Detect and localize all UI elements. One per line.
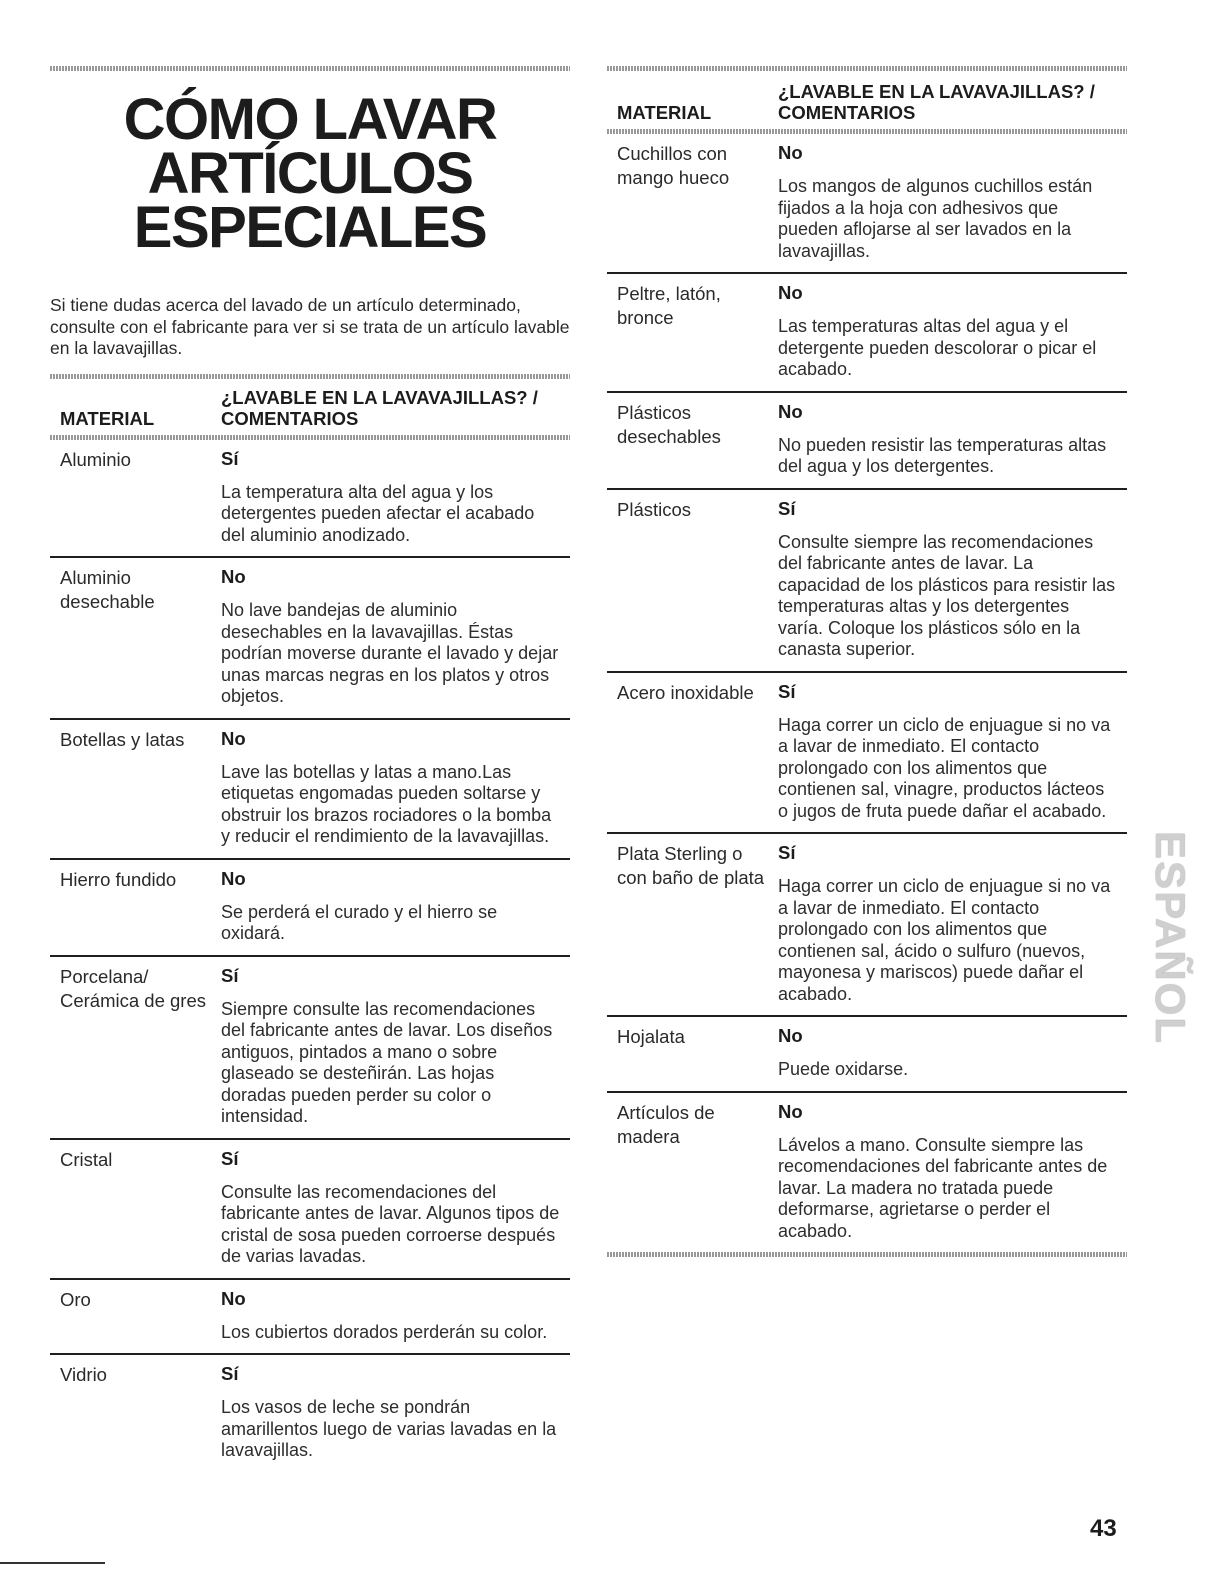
- comment-text: Los vasos de leche se pondrán amarillentos luego de varias lavadas en la lavavajillas.: [221, 1397, 557, 1460]
- material-cell: Cuchillos con mango hueco: [617, 143, 730, 188]
- comment-text: Haga correr un ciclo de enjuague si no va a lavar de inmediato. El contacto prolongado con los alimentos que contienen sal, vinagre, productos lácteos o jugos de fruta puede dañar el acabado.: [778, 714, 1111, 821]
- title-line-2: ARTÍCULOS: [147, 141, 473, 206]
- page-title: [50, 87, 570, 260]
- title-line-1: CÓMO LAVAR: [123, 87, 497, 152]
- material-cell: Aluminio desechable: [60, 567, 155, 612]
- material-cell: Artículos de madera: [617, 1101, 715, 1147]
- comments-cell: [221, 965, 560, 1128]
- dishwasher-safe-verdict: Sí: [221, 964, 239, 986]
- material-cell: Vidrio: [60, 1364, 107, 1385]
- dishwasher-safe-verdict: Sí: [778, 842, 796, 863]
- right-column: [607, 66, 1127, 1257]
- table-row: [607, 391, 1127, 488]
- material-cell: Acero inoxidable: [617, 681, 754, 703]
- intro-paragraph: Si tiene dudas acerca del lavado de un artículo determinado, consulte con el fabricante para ver si se trata de un artículo lavable en la lavavajillas.: [50, 295, 570, 358]
- table-row: [607, 1091, 1127, 1253]
- table-row: [607, 488, 1127, 671]
- comments-cell: [778, 1101, 1117, 1243]
- material-cell: Cristal: [60, 1148, 113, 1170]
- table-row: [607, 134, 1127, 272]
- page-number: 43: [1090, 1515, 1117, 1542]
- comment-text: Se perderá el curado y el hierro se oxidará.: [221, 901, 498, 943]
- comments-cell: [221, 1148, 560, 1268]
- comment-text: No pueden resistir las temperaturas altas del agua y los detergentes.: [778, 434, 1107, 476]
- language-side-tab: ESPAÑOL: [1147, 831, 1195, 1045]
- dishwasher-safe-verdict: No: [778, 1025, 803, 1046]
- comment-text: No lave bandejas de aluminio desechables en la lavavajillas. Éstas podrían moverse durante el lavado y dejar unas marcas negras en los platos y otros objetos.: [221, 600, 559, 706]
- material-cell: Botellas y latas: [60, 728, 185, 750]
- comments-cell: [221, 1363, 560, 1462]
- dishwasher-safe-verdict: No: [221, 867, 246, 889]
- right-bottom-rule: [607, 1252, 1127, 1257]
- material-cell: Hojalata: [617, 1026, 685, 1047]
- comments-cell: [778, 1025, 1117, 1081]
- comment-text: La temperatura alta del agua y los detergentes pueden afectar el acabado del aluminio anodizado.: [221, 481, 535, 545]
- dishwasher-safe-verdict: No: [221, 1287, 246, 1309]
- material-cell: Hierro fundido: [60, 868, 177, 890]
- comments-cell: [778, 498, 1117, 661]
- dishwasher-safe-verdict: No: [778, 142, 803, 163]
- table-row: [607, 272, 1127, 391]
- comment-text: Haga correr un ciclo de enjuague si no va a lavar de inmediato. El contacto prolongado con los alimentos que contienen sal, ácido o sulfuro (nuevos, mayonesa y mariscos) puede dañar el acabado.: [778, 876, 1111, 1004]
- comments-cell: [221, 448, 560, 547]
- dishwasher-safe-verdict: No: [778, 282, 803, 303]
- table-row: [50, 1353, 570, 1472]
- table-row: [50, 440, 570, 557]
- header-comments-right: ¿LAVABLE EN LA LAVAVAJILLAS? / COMENTARIOS: [778, 81, 1095, 123]
- header-material: MATERIAL: [60, 407, 155, 429]
- table-row: [50, 1278, 570, 1354]
- header-material-right: MATERIAL: [617, 102, 712, 123]
- table-row: [50, 556, 570, 718]
- table-row: [50, 1138, 570, 1278]
- comments-cell: [778, 842, 1117, 1005]
- comment-text: Puede oxidarse.: [778, 1059, 909, 1079]
- right-header-rule: [607, 129, 1127, 134]
- footer-line: [0, 1562, 105, 1564]
- material-cell: Plásticos: [617, 498, 692, 520]
- table-row: [50, 718, 570, 858]
- comment-text: Lave las botellas y latas a mano.Las etiquetas engomadas pueden soltarse y obstruir los brazos rociadores o la bomba y reducir el rendimiento de la lavavajillas.: [221, 761, 552, 846]
- dishwasher-safe-verdict: Sí: [221, 1147, 239, 1169]
- table-row: [50, 955, 570, 1138]
- right-table-body: [607, 134, 1127, 1252]
- comment-text: Consulte las recomendaciones del fabricante antes de lavar. Algunos tipos de cristal de sosa pueden corroerse después de varias lavadas.: [221, 1181, 560, 1266]
- comments-cell: [778, 142, 1117, 262]
- comment-text: Los cubiertos dorados perderán su color.: [221, 1321, 548, 1342]
- table-row: [50, 858, 570, 955]
- comment-text: Lávelos a mano. Consulte siempre las recomendaciones del fabricante antes de lavar. La madera no tratada puede deformarse, agrietarse o perder el acabado.: [778, 1134, 1108, 1241]
- comment-text: Consulte siempre las recomendaciones del fabricante antes de lavar. La capacidad de los plásticos para resistir las temperaturas altas y los detergentes varía. Coloque los plásticos sólo en la canasta superior.: [778, 531, 1116, 659]
- dishwasher-safe-verdict: Sí: [778, 680, 796, 702]
- dishwasher-safe-verdict: Sí: [221, 1363, 239, 1384]
- table-row: [607, 671, 1127, 833]
- table-header-left: [50, 379, 570, 435]
- comments-cell: [221, 868, 560, 945]
- comments-cell: [778, 401, 1117, 478]
- material-cell: Plata Sterling o con baño de plata: [617, 843, 765, 888]
- table-header-rule: [50, 435, 570, 440]
- material-cell: Oro: [60, 1288, 91, 1310]
- right-top-rule: [607, 66, 1127, 71]
- left-column: [50, 66, 570, 1472]
- table-header-right: [607, 71, 1127, 129]
- header-comments: ¿LAVABLE EN LA LAVAVAJILLAS? / COMENTARIOS: [221, 386, 538, 429]
- material-cell: Plásticos desechables: [617, 401, 721, 447]
- comments-cell: [778, 681, 1117, 823]
- table-row: [607, 832, 1127, 1015]
- comment-text: Siempre consulte las recomendaciones del fabricante antes de lavar. Los diseños antiguos, pintados a mano o sobre glaseado se desteñirán. Las hojas doradas pueden perder su color o intensidad.: [221, 998, 553, 1126]
- dishwasher-safe-verdict: No: [221, 566, 246, 587]
- table-row: [607, 1015, 1127, 1091]
- dishwasher-safe-verdict: No: [778, 400, 803, 422]
- comments-cell: [221, 728, 560, 848]
- material-cell: Aluminio: [60, 448, 131, 470]
- comments-cell: [221, 1288, 560, 1344]
- top-dotted-rule: [50, 66, 570, 71]
- comment-text: Los mangos de algunos cuchillos están fijados a la hoja con adhesivos que pueden aflojarse al ser lavados en la lavavajillas.: [778, 176, 1093, 261]
- comments-cell: [221, 566, 560, 708]
- title-line-3: ESPECIALES: [133, 195, 487, 260]
- left-table-body: [50, 440, 570, 1472]
- dishwasher-safe-verdict: No: [221, 727, 246, 749]
- material-cell: Peltre, latón, bronce: [617, 283, 721, 328]
- dishwasher-safe-verdict: Sí: [221, 447, 239, 469]
- comment-text: Las temperaturas altas del agua y el detergente pueden descolorar o picar el acabado.: [778, 316, 1097, 379]
- dishwasher-safe-verdict: Sí: [778, 497, 796, 519]
- material-cell: Porcelana/ Cerámica de gres: [60, 965, 207, 1011]
- dishwasher-safe-verdict: No: [778, 1100, 803, 1122]
- table-top-rule: [50, 374, 570, 379]
- comments-cell: [778, 282, 1117, 381]
